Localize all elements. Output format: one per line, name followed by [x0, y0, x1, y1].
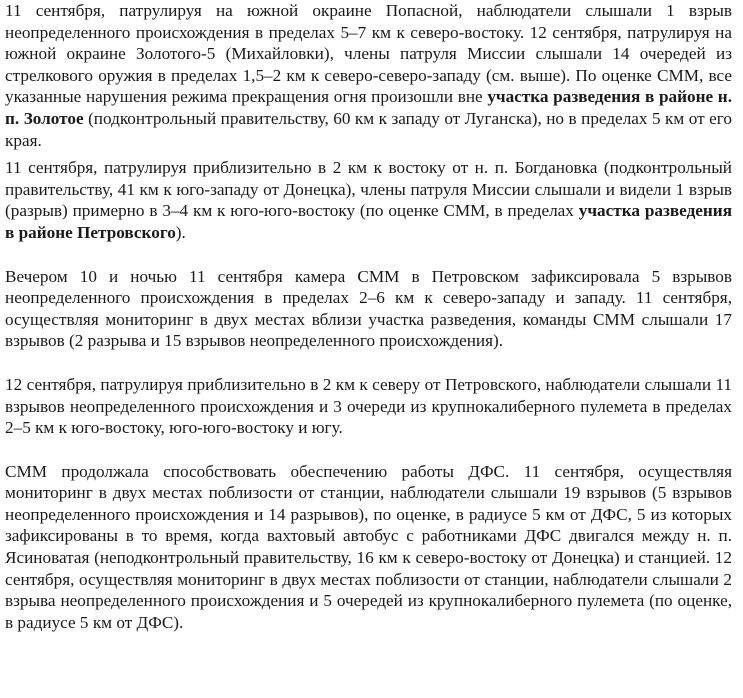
bold-term-petrovskoe-area: участка разведения в районе Петровского: [5, 201, 732, 242]
paragraph-spacer: [5, 244, 732, 266]
text-segment: 12 сентября, патрулируя приблизительно в 2 км к северу от Петровского, наблюдатели слышали 11 взрывов неопределенного происхождения и 3 очереди из крупнокалиберного пулемета в пределах 2–5 км к юго-востоку, юго-юго-востоку и югу.: [5, 374, 732, 438]
document-body: [5, 0, 732, 633]
text-segment: ).: [175, 222, 186, 242]
paragraph-popasna-zolotoe: [5, 0, 732, 151]
text-segment: 11 сентября, патрулируя на южной окраине Попасной, наблюдатели слышали 1 взрыв неопределенного происхождения в пределах 5–7 км к северо-востоку. 12 сентября, патрулируя на южной окраине Золотого-5 (Михайловки), члены патруля Миссии слышали 14 очередей из стрелкового оружия в пределах 1,5–2 км к северо-северо-западу (см. выше). По оценке СММ, все указанные нарушения режима прекращения огня произошли вне: [5, 1, 732, 107]
text-segment: 11 сентября, патрулируя приблизительно в 2 км к востоку от н. п. Богдановка (подконтрольный правительству, 41 км к юго-западу от Донецка), члены патруля Миссии слышали и видели 1 взрыв (разрыв) примерно в 3–4 км к юго-юго-востоку (по оценке СММ, в пределах: [5, 158, 732, 221]
paragraph-bogdanovka: [5, 157, 732, 243]
text-segment: (подконтрольный правительству, 60 км к западу от Луганска), но в пределах 5 км от его края.: [5, 108, 732, 150]
text-segment: СММ продолжала способствовать обеспечению работы ДФС. 11 сентября, осуществляя мониторинг в двух местах поблизости от станции, наблюдатели слышали 19 взрывов (5 взрывов неопределенного происхождения и 14 разрывов), по оценке, в радиусе 5 км от ДФС, 5 из которых зафиксированы в то время, когда вахтовый автобус с работниками ДФС двигался между н. п. Ясиноватая (неподконтрольный правительству, 16 км к северо-востоку от Донецка) и станцией. 12 сентября, осуществляя мониторинг в двух местах поблизости от станции, наблюдатели слышали 2 взрыва неопределенного происхождения и 5 очередей из крупнокалиберного пулемета (по оценке, в радиусе 5 км от ДФС).: [5, 461, 732, 632]
bold-term-zolotoe-area: участка разведения в районе н. п. Золотое: [5, 87, 732, 128]
text-segment: Вечером 10 и ночью 11 сентября камера СММ в Петровском зафиксировала 5 взрывов неопределенного происхождения в пределах 2–6 км к северо-западу и западу. 11 сентября, осуществляя мониторинг в двух местах вблизи участка разведения, команды СММ слышали 17 взрывов (2 разрыва и 15 взрывов неопределенного происхождения).: [5, 266, 732, 351]
paragraph-camera-petrovskoe: [5, 266, 732, 352]
paragraph-spacer: [5, 352, 732, 374]
paragraph-north-petrovskoe: [5, 374, 732, 439]
paragraph-dfs-station: [5, 461, 732, 634]
paragraph-spacer: [5, 439, 732, 461]
